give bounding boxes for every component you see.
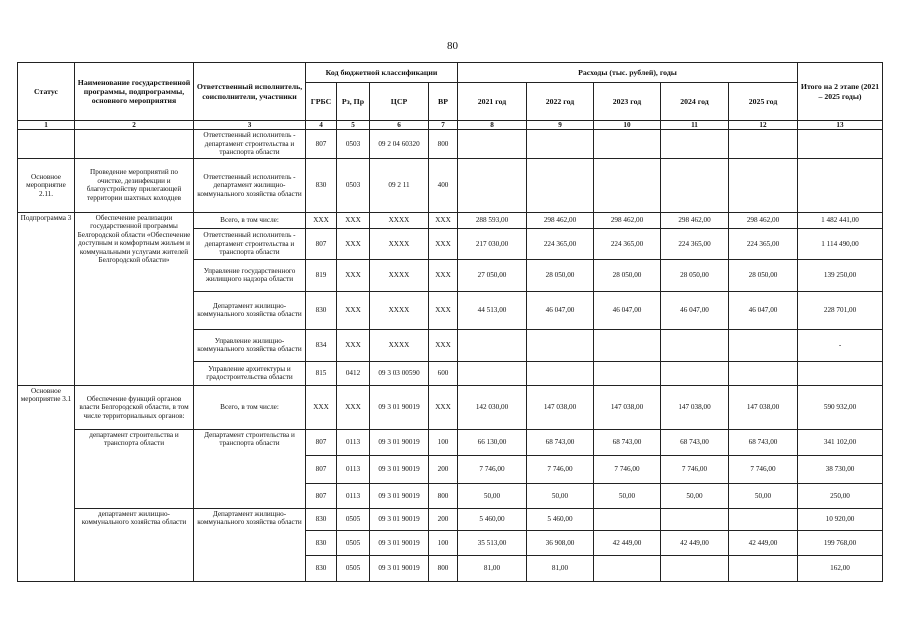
vr-cell: ХХХ bbox=[429, 228, 458, 259]
grbs-cell: 815 bbox=[306, 361, 337, 385]
grbs-cell: 819 bbox=[306, 259, 337, 291]
responsible-cell: Ответственный исполнитель - департамент строительства и транспорта области bbox=[194, 130, 306, 158]
rzpr-cell: ХХХ bbox=[337, 212, 370, 228]
total-cell: 1 482 441,00 bbox=[798, 212, 883, 228]
responsible-cell: Управление жилищно-коммунального хозяйства области bbox=[194, 329, 306, 361]
vr-cell: ХХХ bbox=[429, 329, 458, 361]
header-2021: 2021 год bbox=[458, 83, 527, 121]
y2022-cell: 28 050,00 bbox=[527, 259, 594, 291]
total-cell: 250,00 bbox=[798, 483, 883, 508]
column-number: 13 bbox=[798, 121, 883, 130]
header-rzpr: Рз, Пр bbox=[337, 83, 370, 121]
column-number: 10 bbox=[594, 121, 661, 130]
vr-cell: ХХХ bbox=[429, 212, 458, 228]
grbs-cell: 807 bbox=[306, 483, 337, 508]
total-cell: - bbox=[798, 329, 883, 361]
y2021-cell bbox=[458, 329, 527, 361]
table-row bbox=[18, 508, 883, 530]
total-cell: 139 250,00 bbox=[798, 259, 883, 291]
grbs-cell: 830 bbox=[306, 291, 337, 329]
header-budget-code: Код бюджетной классификации bbox=[306, 63, 458, 83]
y2024-cell bbox=[661, 158, 729, 212]
csr-cell: 09 3 01 90019 bbox=[370, 385, 429, 429]
total-cell: 199 768,00 bbox=[798, 530, 883, 555]
grbs-cell: 830 bbox=[306, 530, 337, 555]
y2023-cell: 68 743,00 bbox=[594, 429, 661, 455]
vr-cell: 200 bbox=[429, 508, 458, 530]
header-2023: 2023 год bbox=[594, 83, 661, 121]
y2022-cell: 46 047,00 bbox=[527, 291, 594, 329]
name-cell: департамент строительства и транспорта области bbox=[75, 429, 194, 508]
y2021-cell: 50,00 bbox=[458, 483, 527, 508]
grbs-cell: 834 bbox=[306, 329, 337, 361]
y2023-cell bbox=[594, 130, 661, 158]
y2022-cell: 68 743,00 bbox=[527, 429, 594, 455]
csr-cell: ХХХХ bbox=[370, 329, 429, 361]
y2024-cell bbox=[661, 555, 729, 581]
y2021-cell: 5 460,00 bbox=[458, 508, 527, 530]
grbs-cell: 807 bbox=[306, 429, 337, 455]
grbs-cell: 807 bbox=[306, 455, 337, 483]
total-cell: 38 730,00 bbox=[798, 455, 883, 483]
total-cell bbox=[798, 361, 883, 385]
csr-cell: 09 2 11 bbox=[370, 158, 429, 212]
csr-cell: ХХХХ bbox=[370, 291, 429, 329]
csr-cell: 09 3 01 90019 bbox=[370, 555, 429, 581]
y2021-cell bbox=[458, 130, 527, 158]
y2021-cell: 142 030,00 bbox=[458, 385, 527, 429]
rzpr-cell: 0412 bbox=[337, 361, 370, 385]
rzpr-cell: 0503 bbox=[337, 158, 370, 212]
status-cell bbox=[18, 130, 75, 158]
y2025-cell: 7 746,00 bbox=[729, 455, 798, 483]
y2024-cell bbox=[661, 508, 729, 530]
name-cell: Обеспечение реализации государственной программы Белгородской области «Обеспечение доступным и комфортным жильем и коммунальными услугами жителей Белгородской области» bbox=[75, 212, 194, 385]
status-cell: Основное мероприятие 3.1 bbox=[18, 385, 75, 581]
rzpr-cell: 0505 bbox=[337, 555, 370, 581]
csr-cell: 09 3 01 90019 bbox=[370, 508, 429, 530]
header-grbs: ГРБС bbox=[306, 83, 337, 121]
vr-cell: 100 bbox=[429, 429, 458, 455]
csr-cell: 09 3 01 90019 bbox=[370, 455, 429, 483]
csr-cell: 09 3 03 00590 bbox=[370, 361, 429, 385]
y2024-cell: 68 743,00 bbox=[661, 429, 729, 455]
column-number: 5 bbox=[337, 121, 370, 130]
header-vr: ВР bbox=[429, 83, 458, 121]
name-cell: Проведение мероприятий по очистке, дезинфекции и благоустройству прилегающей территории шахтных колодцев bbox=[75, 158, 194, 212]
y2022-cell: 7 746,00 bbox=[527, 455, 594, 483]
vr-cell: 100 bbox=[429, 530, 458, 555]
y2021-cell: 288 593,00 bbox=[458, 212, 527, 228]
responsible-cell: Управление государственного жилищного надзора области bbox=[194, 259, 306, 291]
y2023-cell: 46 047,00 bbox=[594, 291, 661, 329]
budget-table bbox=[17, 62, 883, 582]
y2024-cell: 42 449,00 bbox=[661, 530, 729, 555]
y2025-cell bbox=[729, 361, 798, 385]
column-number: 2 bbox=[75, 121, 194, 130]
responsible-cell: Департамент строительства и транспорта области bbox=[194, 429, 306, 508]
y2024-cell bbox=[661, 361, 729, 385]
y2023-cell: 28 050,00 bbox=[594, 259, 661, 291]
header-expenses: Расходы (тыс. рублей), годы bbox=[458, 63, 798, 83]
csr-cell: 09 3 01 90019 bbox=[370, 483, 429, 508]
y2024-cell bbox=[661, 130, 729, 158]
y2025-cell: 50,00 bbox=[729, 483, 798, 508]
vr-cell: ХХХ bbox=[429, 291, 458, 329]
y2025-cell: 147 038,00 bbox=[729, 385, 798, 429]
y2025-cell bbox=[729, 555, 798, 581]
y2025-cell: 68 743,00 bbox=[729, 429, 798, 455]
header-status: Статус bbox=[18, 63, 75, 121]
csr-cell: ХХХХ bbox=[370, 212, 429, 228]
grbs-cell: 830 bbox=[306, 555, 337, 581]
y2025-cell bbox=[729, 158, 798, 212]
y2023-cell: 50,00 bbox=[594, 483, 661, 508]
vr-cell: ХХХ bbox=[429, 385, 458, 429]
column-number: 4 bbox=[306, 121, 337, 130]
name-cell: департамент жилищно-коммунального хозяйства области bbox=[75, 508, 194, 581]
column-number: 7 bbox=[429, 121, 458, 130]
y2022-cell: 5 460,00 bbox=[527, 508, 594, 530]
y2025-cell: 28 050,00 bbox=[729, 259, 798, 291]
y2021-cell: 44 513,00 bbox=[458, 291, 527, 329]
rzpr-cell: 0505 bbox=[337, 508, 370, 530]
responsible-cell: Ответственный исполнитель - департамент строительства и транспорта области bbox=[194, 228, 306, 259]
column-number: 8 bbox=[458, 121, 527, 130]
y2021-cell: 66 130,00 bbox=[458, 429, 527, 455]
y2021-cell: 217 030,00 bbox=[458, 228, 527, 259]
table-row bbox=[18, 130, 883, 158]
y2025-cell: 298 462,00 bbox=[729, 212, 798, 228]
y2021-cell: 27 050,00 bbox=[458, 259, 527, 291]
csr-cell: 09 3 01 90019 bbox=[370, 530, 429, 555]
vr-cell: ХХХ bbox=[429, 259, 458, 291]
y2022-cell bbox=[527, 329, 594, 361]
y2024-cell: 147 038,00 bbox=[661, 385, 729, 429]
y2024-cell: 7 746,00 bbox=[661, 455, 729, 483]
rzpr-cell: ХХХ bbox=[337, 291, 370, 329]
header-total: Итого на 2 этапе (2021 – 2025 годы) bbox=[798, 63, 883, 121]
table-row bbox=[18, 429, 883, 455]
responsible-cell: Всего, в том числе: bbox=[194, 385, 306, 429]
y2024-cell bbox=[661, 329, 729, 361]
rzpr-cell: ХХХ bbox=[337, 329, 370, 361]
column-number: 9 bbox=[527, 121, 594, 130]
column-number: 1 bbox=[18, 121, 75, 130]
csr-cell: 09 2 04 60320 bbox=[370, 130, 429, 158]
rzpr-cell: 0503 bbox=[337, 130, 370, 158]
y2023-cell bbox=[594, 329, 661, 361]
y2022-cell: 36 908,00 bbox=[527, 530, 594, 555]
rzpr-cell: 0113 bbox=[337, 483, 370, 508]
y2021-cell bbox=[458, 361, 527, 385]
y2022-cell bbox=[527, 158, 594, 212]
y2025-cell bbox=[729, 508, 798, 530]
rzpr-cell: ХХХ bbox=[337, 259, 370, 291]
vr-cell: 600 bbox=[429, 361, 458, 385]
responsible-cell: Департамент жилищно-коммунального хозяйства области bbox=[194, 508, 306, 581]
y2023-cell bbox=[594, 508, 661, 530]
responsible-cell: Всего, в том числе: bbox=[194, 212, 306, 228]
y2023-cell bbox=[594, 555, 661, 581]
status-cell: Основное мероприятие 2.11. bbox=[18, 158, 75, 212]
responsible-cell: Управление архитектуры и градостроительства области bbox=[194, 361, 306, 385]
y2021-cell: 81,00 bbox=[458, 555, 527, 581]
header-name: Наименование государственной программы, подпрограммы, основного мероприятия bbox=[75, 63, 194, 121]
y2022-cell bbox=[527, 361, 594, 385]
vr-cell: 800 bbox=[429, 483, 458, 508]
y2022-cell: 81,00 bbox=[527, 555, 594, 581]
responsible-cell: Департамент жилищно-коммунального хозяйства области bbox=[194, 291, 306, 329]
page-number: 80 bbox=[447, 40, 458, 52]
y2024-cell: 28 050,00 bbox=[661, 259, 729, 291]
y2021-cell: 35 513,00 bbox=[458, 530, 527, 555]
rzpr-cell: 0505 bbox=[337, 530, 370, 555]
header-2022: 2022 год bbox=[527, 83, 594, 121]
rzpr-cell: 0113 bbox=[337, 429, 370, 455]
header-2025: 2025 год bbox=[729, 83, 798, 121]
total-cell bbox=[798, 130, 883, 158]
y2023-cell: 147 038,00 bbox=[594, 385, 661, 429]
name-cell: Обеспечение функций органов власти Белгородской области, в том числе территориальных органов: bbox=[75, 385, 194, 429]
y2025-cell: 224 365,00 bbox=[729, 228, 798, 259]
header-responsible: Ответственный исполнитель, соисполнители, участники bbox=[194, 63, 306, 121]
y2024-cell: 46 047,00 bbox=[661, 291, 729, 329]
column-number-row bbox=[18, 121, 883, 130]
csr-cell: ХХХХ bbox=[370, 228, 429, 259]
vr-cell: 800 bbox=[429, 130, 458, 158]
y2023-cell bbox=[594, 158, 661, 212]
grbs-cell: 830 bbox=[306, 158, 337, 212]
grbs-cell: 830 bbox=[306, 508, 337, 530]
y2025-cell bbox=[729, 329, 798, 361]
y2022-cell: 224 365,00 bbox=[527, 228, 594, 259]
grbs-cell: ХХХ bbox=[306, 385, 337, 429]
name-cell bbox=[75, 130, 194, 158]
total-cell: 228 701,00 bbox=[798, 291, 883, 329]
total-cell: 162,00 bbox=[798, 555, 883, 581]
responsible-cell: Ответственный исполнитель - департамент жилищно-коммунального хозяйства области bbox=[194, 158, 306, 212]
vr-cell: 800 bbox=[429, 555, 458, 581]
y2023-cell: 298 462,00 bbox=[594, 212, 661, 228]
vr-cell: 200 bbox=[429, 455, 458, 483]
y2025-cell: 42 449,00 bbox=[729, 530, 798, 555]
rzpr-cell: ХХХ bbox=[337, 228, 370, 259]
rzpr-cell: ХХХ bbox=[337, 385, 370, 429]
total-cell: 590 932,00 bbox=[798, 385, 883, 429]
column-number: 12 bbox=[729, 121, 798, 130]
y2023-cell: 42 449,00 bbox=[594, 530, 661, 555]
header-2024: 2024 год bbox=[661, 83, 729, 121]
header-csr: ЦСР bbox=[370, 83, 429, 121]
table-row bbox=[18, 158, 883, 212]
column-number: 3 bbox=[194, 121, 306, 130]
total-cell: 10 920,00 bbox=[798, 508, 883, 530]
total-cell bbox=[798, 158, 883, 212]
column-number: 11 bbox=[661, 121, 729, 130]
y2024-cell: 224 365,00 bbox=[661, 228, 729, 259]
grbs-cell: 807 bbox=[306, 130, 337, 158]
y2023-cell: 7 746,00 bbox=[594, 455, 661, 483]
csr-cell: ХХХХ bbox=[370, 259, 429, 291]
table-row bbox=[18, 212, 883, 228]
y2022-cell: 50,00 bbox=[527, 483, 594, 508]
total-cell: 341 102,00 bbox=[798, 429, 883, 455]
y2023-cell: 224 365,00 bbox=[594, 228, 661, 259]
vr-cell: 400 bbox=[429, 158, 458, 212]
column-number: 6 bbox=[370, 121, 429, 130]
csr-cell: 09 3 01 90019 bbox=[370, 429, 429, 455]
y2025-cell: 46 047,00 bbox=[729, 291, 798, 329]
y2021-cell bbox=[458, 158, 527, 212]
status-cell: Подпрограмма 3 bbox=[18, 212, 75, 385]
y2022-cell: 298 462,00 bbox=[527, 212, 594, 228]
y2021-cell: 7 746,00 bbox=[458, 455, 527, 483]
grbs-cell: 807 bbox=[306, 228, 337, 259]
y2024-cell: 50,00 bbox=[661, 483, 729, 508]
grbs-cell: ХХХ bbox=[306, 212, 337, 228]
y2025-cell bbox=[729, 130, 798, 158]
y2022-cell: 147 038,00 bbox=[527, 385, 594, 429]
y2024-cell: 298 462,00 bbox=[661, 212, 729, 228]
rzpr-cell: 0113 bbox=[337, 455, 370, 483]
table-row bbox=[18, 385, 883, 429]
y2023-cell bbox=[594, 361, 661, 385]
y2022-cell bbox=[527, 130, 594, 158]
total-cell: 1 114 490,00 bbox=[798, 228, 883, 259]
